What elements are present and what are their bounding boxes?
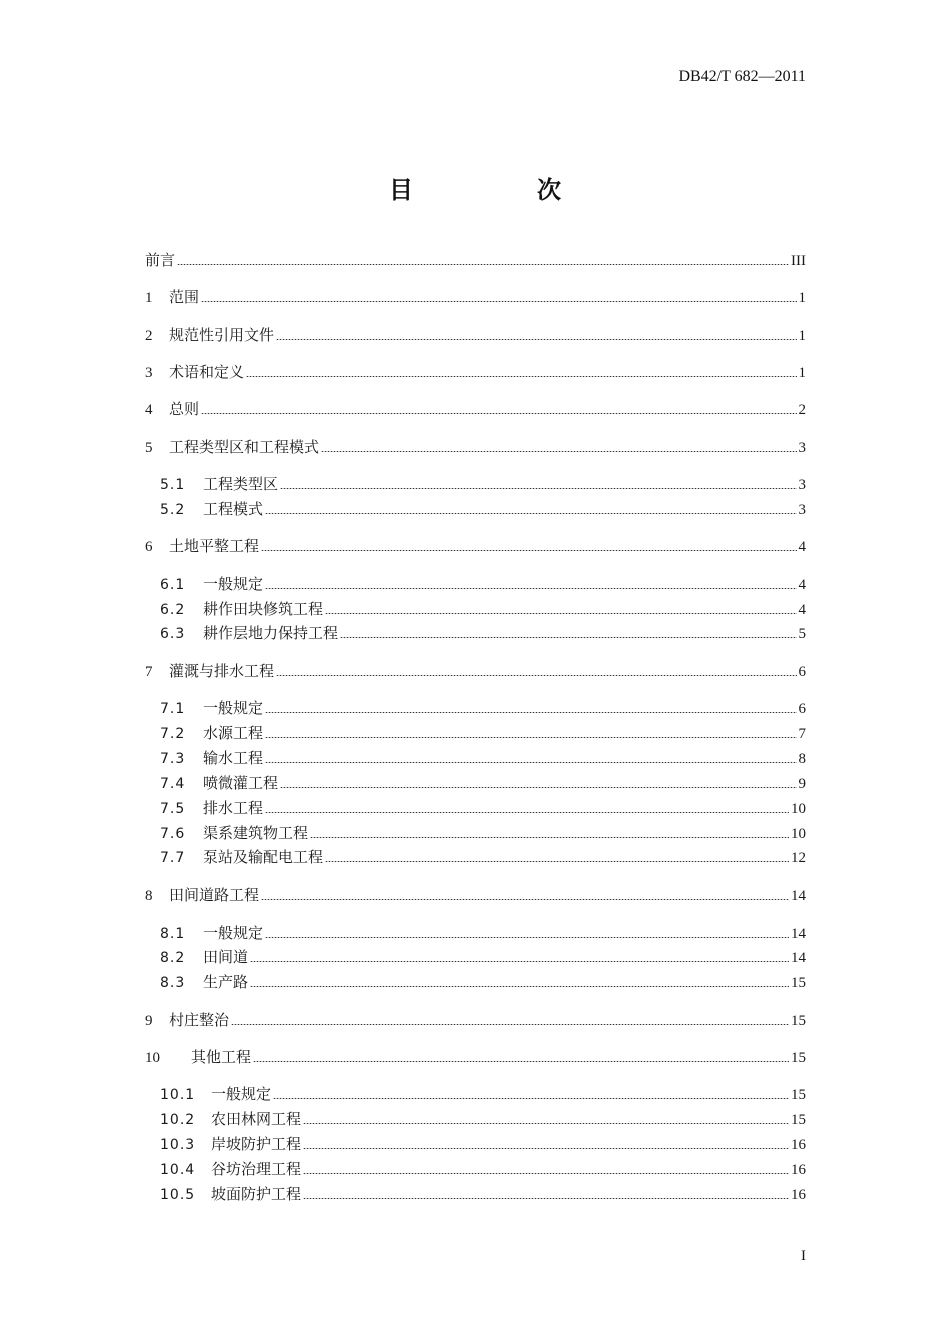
toc-dot-leader: [265, 712, 796, 713]
toc-entry-page: 1: [798, 290, 806, 306]
toc-entry-number: 7.1: [160, 701, 186, 717]
toc-entry-page: 6: [798, 664, 806, 680]
toc-dot-leader: [303, 1123, 789, 1124]
toc-entry-title: 术语和定义: [169, 363, 245, 381]
toc-entry-title: 生产路: [203, 973, 249, 991]
toc-entry-page: 3: [798, 477, 806, 493]
toc-entry-page: 4: [798, 539, 806, 555]
toc-entry-title: 喷微灌工程: [203, 774, 279, 792]
toc-entry-title: 工程模式: [203, 500, 264, 518]
toc-entry-title: 一般规定: [203, 699, 264, 717]
toc-dot-leader: [273, 1098, 789, 1099]
toc-entry-number: 7.2: [160, 726, 186, 742]
toc-entry-title: 谷坊治理工程: [211, 1160, 302, 1178]
toc-entry-page: 15: [791, 1112, 806, 1128]
toc-dot-leader: [246, 376, 796, 377]
toc-entry[interactable]: [160, 1158, 806, 1180]
toc-entry[interactable]: [145, 286, 806, 308]
toc-dot-leader: [280, 488, 796, 489]
toc-entry-title: 灌溉与排水工程: [169, 662, 275, 680]
toc-dot-leader: [325, 613, 796, 614]
toc-entry-number: 8.1: [160, 926, 186, 942]
toc-dot-leader: [201, 413, 796, 414]
toc-entry-number: 10.1: [160, 1087, 196, 1103]
toc-entry-page: 2: [798, 402, 806, 418]
toc-dot-leader: [321, 451, 796, 452]
toc-dot-leader: [250, 961, 789, 962]
toc-title: 目 次: [389, 176, 611, 204]
toc-entry-title: 其他工程: [191, 1048, 252, 1066]
toc-dot-leader: [310, 837, 789, 838]
toc-entry-page: 14: [791, 926, 806, 942]
toc-entry-page: 4: [798, 577, 806, 593]
toc-entry[interactable]: [160, 622, 806, 644]
toc-entry-page: 3: [798, 440, 806, 456]
toc-entry[interactable]: [160, 722, 806, 744]
toc-entry-page: 15: [791, 1050, 806, 1066]
toc-entry-page: 10: [791, 801, 806, 817]
toc-entry-title: 工程类型区和工程模式: [169, 438, 320, 456]
toc-entry[interactable]: [160, 946, 806, 968]
toc-entry-page: 8: [798, 751, 806, 767]
toc-entry[interactable]: [160, 846, 806, 868]
toc-entry-page: 14: [791, 888, 806, 904]
toc-dot-leader: [265, 937, 789, 938]
toc-entry-page: 4: [798, 602, 806, 618]
toc-entry[interactable]: [160, 573, 806, 595]
toc-entry-number: 6.3: [160, 626, 186, 642]
toc-entry-number: 9: [145, 1013, 153, 1029]
toc-dot-leader: [276, 339, 796, 340]
toc-entry[interactable]: [160, 822, 806, 844]
toc-entry-number: 7.7: [160, 850, 186, 866]
toc-entry-number: 5.2: [160, 502, 186, 518]
toc-entry-title: 耕作田块修筑工程: [203, 600, 324, 618]
toc-entry[interactable]: [145, 398, 806, 420]
toc-entry-number: 4: [145, 402, 153, 418]
toc-dot-leader: [276, 675, 796, 676]
toc-dot-leader: [231, 1024, 789, 1025]
toc-entry-number: 3: [145, 365, 153, 381]
toc-entry-number: 2: [145, 328, 153, 344]
toc-entry-title: 村庄整治: [169, 1011, 230, 1029]
toc-entry-title: 坡面防护工程: [211, 1185, 302, 1203]
toc-dot-leader: [261, 899, 789, 900]
toc-entry-page: 15: [791, 1087, 806, 1103]
toc-entry[interactable]: [145, 324, 806, 346]
toc-entry-number: 10: [145, 1050, 160, 1066]
toc-dot-leader: [340, 637, 796, 638]
toc-entry-page: 10: [791, 826, 806, 842]
toc-dot-leader: [177, 264, 789, 265]
toc-entry-title: 范围: [169, 288, 200, 306]
toc-entry-page: 6: [798, 701, 806, 717]
toc-entry-title: 耕作层地力保持工程: [203, 624, 339, 642]
toc-entry[interactable]: [145, 884, 806, 906]
toc-entry-number: 8.2: [160, 950, 186, 966]
toc-entry-title: 土地平整工程: [169, 537, 260, 555]
toc-entry[interactable]: [160, 1083, 806, 1105]
toc-entry-title: 田间道路工程: [169, 886, 260, 904]
toc-dot-leader: [280, 787, 796, 788]
toc-entry-number: 10.2: [160, 1112, 196, 1128]
toc-entry-title: 水源工程: [203, 724, 264, 742]
toc-entry-title: 一般规定: [203, 924, 264, 942]
toc-entry-title: 一般规定: [211, 1085, 272, 1103]
toc-entry[interactable]: [145, 535, 806, 557]
toc-entry-number: 8: [145, 888, 153, 904]
toc-entry[interactable]: [160, 697, 806, 719]
toc-entry-number: 6.1: [160, 577, 186, 593]
toc-entry-number: 5: [145, 440, 153, 456]
toc-entry-number: 7.3: [160, 751, 186, 767]
toc-entry-page: 5: [798, 626, 806, 642]
toc-entry-page: III: [791, 253, 806, 269]
toc-entry-title: 规范性引用文件: [169, 326, 275, 344]
toc-entry[interactable]: [160, 747, 806, 769]
toc-entry-number: 6.2: [160, 602, 186, 618]
toc-entry-title: 泵站及输配电工程: [203, 848, 324, 866]
toc-entry-number: 7.4: [160, 776, 186, 792]
toc-entry-page: 16: [791, 1137, 806, 1153]
toc-dot-leader: [325, 861, 789, 862]
toc-entry[interactable]: [145, 1009, 806, 1031]
toc-entry-page: 14: [791, 950, 806, 966]
toc-entry[interactable]: [160, 922, 806, 944]
toc-entry-number: 6: [145, 539, 153, 555]
toc-entry-title: 一般规定: [203, 575, 264, 593]
toc-entry-page: 7: [798, 726, 806, 742]
toc-entry[interactable]: [160, 971, 806, 993]
toc-entry-page: 12: [791, 850, 806, 866]
toc-entry-title: 前言: [145, 251, 176, 269]
toc-entry-title: 输水工程: [203, 749, 264, 767]
toc-entry[interactable]: [160, 1108, 806, 1130]
toc-entry-number: 10.3: [160, 1137, 196, 1153]
toc-entry[interactable]: [145, 361, 806, 383]
toc-dot-leader: [265, 513, 796, 514]
toc-dot-leader: [303, 1173, 789, 1174]
toc-entry-number: 8.3: [160, 975, 186, 991]
toc-entry-number: 5.1: [160, 477, 186, 493]
toc-entry-title: 田间道: [203, 948, 249, 966]
toc-entry-page: 15: [791, 975, 806, 991]
toc-entry-page: 15: [791, 1013, 806, 1029]
toc-entry-title: 总则: [169, 400, 200, 418]
toc-dot-leader: [250, 986, 789, 987]
toc-entry-number: 7: [145, 664, 153, 680]
toc-entry[interactable]: [145, 249, 806, 271]
toc-entry[interactable]: [145, 1046, 806, 1068]
toc-entry-page: 16: [791, 1187, 806, 1203]
toc-dot-leader: [303, 1198, 789, 1199]
toc-entry-page: 1: [798, 365, 806, 381]
toc-entry-number: 1: [145, 290, 153, 306]
toc-entry-number: 10.4: [160, 1162, 196, 1178]
toc-entry-number: 7.6: [160, 826, 186, 842]
toc-entry-number: 10.5: [160, 1187, 196, 1203]
toc-entry-page: 1: [798, 328, 806, 344]
toc-entry-number: 7.5: [160, 801, 186, 817]
toc-entry-page: 9: [798, 776, 806, 792]
toc-dot-leader: [253, 1061, 789, 1062]
toc-dot-leader: [265, 737, 796, 738]
toc-entry[interactable]: [160, 1183, 806, 1205]
toc-entry[interactable]: [160, 498, 806, 520]
toc-dot-leader: [201, 301, 796, 302]
toc-dot-leader: [303, 1148, 789, 1149]
toc-entry-page: 16: [791, 1162, 806, 1178]
toc-entry[interactable]: [160, 598, 806, 620]
toc-dot-leader: [265, 588, 796, 589]
toc-entry-title: 排水工程: [203, 799, 264, 817]
toc-dot-leader: [265, 812, 789, 813]
toc-dot-leader: [261, 550, 796, 551]
toc-entry-page: 3: [798, 502, 806, 518]
toc-entry-title: 工程类型区: [203, 475, 279, 493]
toc-entry-title: 岸坡防护工程: [211, 1135, 302, 1153]
toc-entry-title: 农田林网工程: [211, 1110, 302, 1128]
toc-entry[interactable]: [160, 772, 806, 794]
toc-entry[interactable]: [145, 436, 806, 458]
toc-entry[interactable]: [145, 660, 806, 682]
page-number: I: [801, 1248, 806, 1264]
toc-entry-title: 渠系建筑物工程: [203, 824, 309, 842]
toc-entry[interactable]: [160, 1133, 806, 1155]
toc-entry[interactable]: [160, 473, 806, 495]
toc-dot-leader: [265, 762, 796, 763]
toc-entry[interactable]: [160, 797, 806, 819]
standard-code: DB42/T 682—2011: [678, 68, 806, 85]
